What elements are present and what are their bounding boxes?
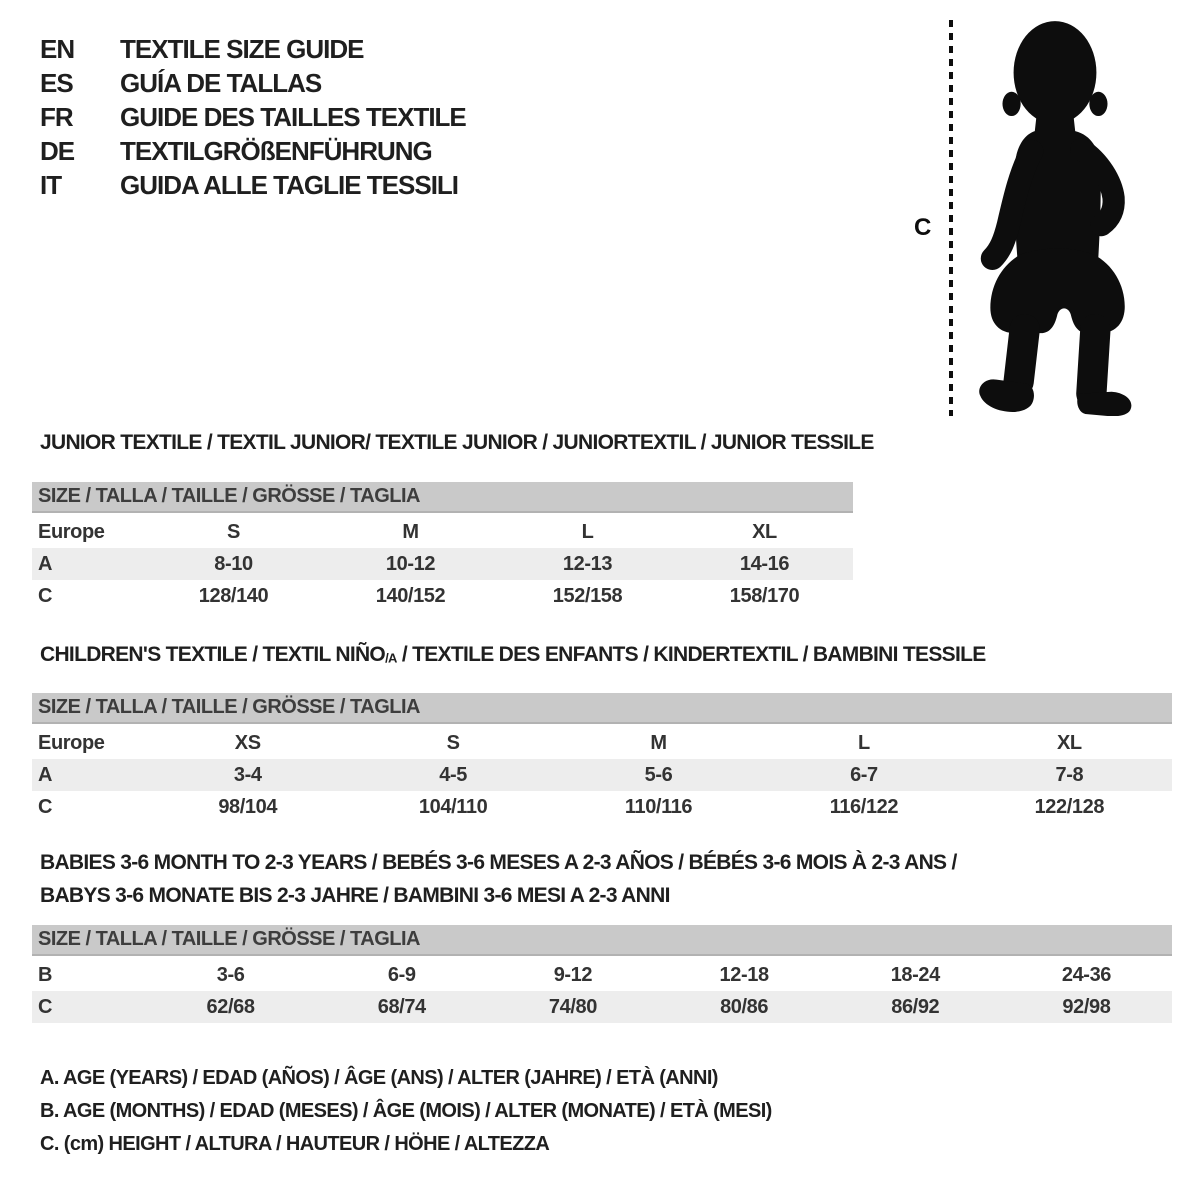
size-table-header: SIZE / TALLA / TAILLE / GRÖSSE / TAGLIA xyxy=(32,925,1172,956)
title-text: BABYS 3-6 MONATE BIS 2-3 JAHRE / BAMBINI 3-6 MESI A 2-3 ANNI xyxy=(40,884,670,907)
title-text: CHILDREN'S TEXTILE / TEXTIL NIÑO xyxy=(40,643,386,666)
size-table-junior xyxy=(32,482,853,612)
size-value-cell: M xyxy=(402,521,419,543)
language-row xyxy=(40,66,466,100)
baby-silhouette-icon xyxy=(973,12,1137,416)
title-text: JUNIOR TEXTILE / TEXTIL JUNIOR/ TEXTILE JUNIOR / JUNIORTEXTIL / JUNIOR TESSILE xyxy=(40,431,874,454)
section-babies-textile xyxy=(0,846,1200,1023)
table-row xyxy=(32,791,1172,823)
row-label: B xyxy=(38,964,53,986)
section-title-line xyxy=(40,846,1200,879)
size-value-cell: 92/98 xyxy=(1062,996,1111,1018)
size-value-cell: 14-16 xyxy=(739,553,790,575)
table-row xyxy=(32,991,1172,1023)
size-value-cell: 158/170 xyxy=(729,585,800,607)
language-code: FR xyxy=(40,102,73,132)
section-title xyxy=(40,638,1200,674)
row-label: Europe xyxy=(38,732,105,755)
language-label: TEXTILE SIZE GUIDE xyxy=(120,34,364,64)
legend-line: A. AGE (YEARS) / EDAD (AÑOS) / ÂGE (ANS) / ALTER (JAHRE) / ETÀ (ANNI) xyxy=(40,1067,718,1089)
size-table-rows xyxy=(32,516,853,612)
title-text: /A xyxy=(385,650,397,666)
language-label: TEXTILGRÖßENFÜHRUNG xyxy=(120,136,432,166)
section-children-textile xyxy=(0,638,1200,823)
size-table-rows xyxy=(32,727,1172,823)
table-row xyxy=(32,580,853,612)
size-value-cell: 7-8 xyxy=(1055,764,1084,787)
height-measure-label: C xyxy=(914,214,932,241)
size-value-cell: 3-6 xyxy=(216,964,245,986)
size-value-cell: 116/122 xyxy=(829,796,899,819)
size-value-cell: 86/92 xyxy=(891,996,940,1018)
size-value-cell: L xyxy=(858,732,870,755)
size-value-cell: 9-12 xyxy=(553,964,593,986)
language-code: EN xyxy=(40,34,75,64)
size-value-cell: 12-13 xyxy=(562,553,613,575)
section-junior-textile xyxy=(0,426,1200,612)
size-value-cell: 18-24 xyxy=(890,964,940,986)
size-value-cell: 152/158 xyxy=(552,585,623,607)
legend-line: C. (cm) HEIGHT / ALTURA / HAUTEUR / HÖHE / ALTEZZA xyxy=(40,1133,550,1155)
size-value-cell: L xyxy=(581,521,594,543)
section-title xyxy=(40,846,1200,912)
language-label: GUIDE DES TAILLES TEXTILE xyxy=(120,102,466,132)
language-code: IT xyxy=(40,170,62,200)
legend xyxy=(40,1062,772,1161)
section-title-line xyxy=(40,638,1200,674)
size-value-cell: 4-5 xyxy=(439,764,467,787)
size-value-cell: 24-36 xyxy=(1061,964,1112,986)
legend-line: B. AGE (MONTHS) / EDAD (MESES) / ÂGE (MOIS) / ALTER (MONATE) / ETÀ (MESI) xyxy=(40,1100,772,1122)
size-value-cell: 10-12 xyxy=(385,553,436,575)
size-value-cell: XS xyxy=(234,732,261,755)
size-value-cell: 128/140 xyxy=(198,585,269,607)
section-title-line xyxy=(40,426,1200,459)
size-table-header: SIZE / TALLA / TAILLE / GRÖSSE / TAGLIA xyxy=(32,482,853,513)
language-label: GUÍA DE TALLAS xyxy=(120,68,322,98)
language-row xyxy=(40,168,466,202)
row-label: A xyxy=(38,764,53,787)
table-row xyxy=(32,759,1172,791)
section-title xyxy=(40,426,1200,459)
row-label: A xyxy=(38,553,53,575)
size-table-rows xyxy=(32,959,1172,1023)
size-value-cell: XL xyxy=(1056,732,1082,755)
size-value-cell: 3-4 xyxy=(233,764,262,787)
size-value-cell: 6-7 xyxy=(850,764,878,787)
row-label: C xyxy=(38,585,53,607)
size-value-cell: 140/152 xyxy=(375,585,446,607)
row-label: C xyxy=(38,996,53,1018)
size-value-cell: 104/110 xyxy=(418,796,488,819)
size-value-cell: 68/74 xyxy=(377,996,426,1018)
size-value-cell: 110/116 xyxy=(624,796,693,819)
size-value-cell: 6-9 xyxy=(387,964,416,986)
size-value-cell: 98/104 xyxy=(218,796,278,819)
language-code: ES xyxy=(40,68,73,98)
size-value-cell: 74/80 xyxy=(548,996,597,1018)
language-row xyxy=(40,32,466,66)
language-row xyxy=(40,134,466,168)
table-row xyxy=(32,959,1172,991)
size-table-children xyxy=(32,693,1172,823)
size-value-cell: 8-10 xyxy=(214,553,253,575)
size-table-header: SIZE / TALLA / TAILLE / GRÖSSE / TAGLIA xyxy=(32,693,1172,724)
language-row xyxy=(40,100,466,134)
row-label: C xyxy=(38,796,53,819)
table-row xyxy=(32,548,853,580)
table-row xyxy=(32,516,853,548)
language-list xyxy=(40,32,466,202)
size-value-cell: 5-6 xyxy=(644,764,673,787)
size-value-cell: 12-18 xyxy=(719,964,769,986)
table-row xyxy=(32,727,1172,759)
size-value-cell: M xyxy=(650,732,667,755)
size-value-cell: 80/86 xyxy=(720,996,769,1018)
size-value-cell: XL xyxy=(752,521,777,543)
size-value-cell: S xyxy=(446,732,460,755)
title-text: BABIES 3-6 MONTH TO 2-3 YEARS / BEBÉS 3-6 MESES A 2-3 AÑOS / BÉBÉS 3-6 MOIS À 2-3 ANS / xyxy=(40,851,957,874)
row-label: Europe xyxy=(38,521,105,543)
size-table-babies xyxy=(32,925,1172,1023)
size-value-cell: 122/128 xyxy=(1034,796,1105,819)
height-dashed-line xyxy=(949,20,953,416)
size-value-cell: 62/68 xyxy=(206,996,255,1018)
size-value-cell: S xyxy=(227,521,240,543)
section-title-line xyxy=(40,879,1200,912)
language-code: DE xyxy=(40,136,75,166)
title-text: / TEXTILE DES ENFANTS / KINDERTEXTIL / BAMBINI TESSILE xyxy=(396,643,986,666)
language-label: GUIDA ALLE TAGLIE TESSILI xyxy=(120,170,459,200)
